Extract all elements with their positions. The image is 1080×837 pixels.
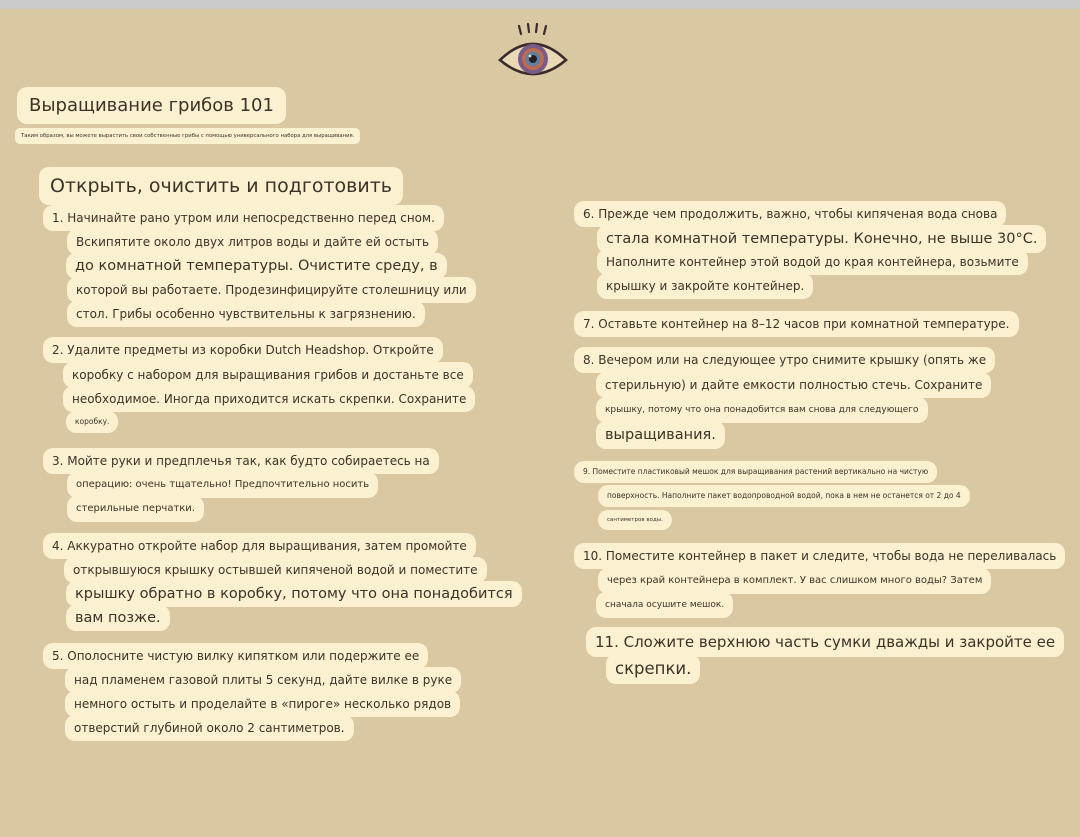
step-5-line: 5. Ополосните чистую вилку кипятком или подержите ее xyxy=(43,643,428,669)
step-3-line: операцию: очень тщательно! Предпочтительно носить xyxy=(67,472,378,498)
step-10-line: сначала осушите мешок. xyxy=(596,592,733,618)
step-3-line: стерильные перчатки. xyxy=(67,496,204,522)
step-4-line: открывшуюся крышку остывшей кипяченой водой и поместите xyxy=(64,557,487,583)
step-1-line: 1. Начинайте рано утром или непосредственно перед сном. xyxy=(43,205,444,231)
step-4-line: вам позже. xyxy=(66,605,170,631)
step-4-line: 4. Аккуратно откройте набор для выращивания, затем промойте xyxy=(43,533,476,559)
step-1-line: которой вы работаете. Продезинфицируйте столешницу или xyxy=(67,277,476,303)
step-8-line: 8. Вечером или на следующее утро снимите крышку (опять же xyxy=(574,347,995,373)
step-10-line: 10. Поместите контейнер в пакет и следите, чтобы вода не переливалась xyxy=(574,543,1065,569)
step-8-line: крышку, потому что она понадобится вам снова для следующего xyxy=(596,397,928,423)
step-6-line: крышку и закройте контейнер. xyxy=(597,273,813,299)
step-1-line: стол. Грибы особенно чувствительны к загрязнению. xyxy=(67,301,425,327)
step-6-line: стала комнатной температуры. Конечно, не выше 30°C. xyxy=(597,225,1046,253)
step-2-line: необходимое. Иногда приходится искать скрепки. Сохраните xyxy=(63,386,475,412)
step-11-line: 11. Сложите верхнюю часть сумки дважды и закройте ее xyxy=(586,627,1064,657)
step-10-line: через край контейнера в комплект. У вас слишком много воды? Затем xyxy=(598,568,991,594)
step-7-line: 7. Оставьте контейнер на 8–12 часов при комнатной температуре. xyxy=(574,311,1019,337)
step-2-line: коробку с набором для выращивания грибов и достаньте все xyxy=(63,362,473,388)
step-4-line: крышку обратно в коробку, потому что она понадобится xyxy=(66,581,522,607)
step-9-line: поверхность. Наполните пакет водопроводной водой, пока в нем не останется от 2 до 4 xyxy=(598,485,970,507)
step-8-line: стерильную) и дайте емкости полностью стечь. Сохраните xyxy=(596,372,991,398)
step-5-line: над пламенем газовой плиты 5 секунд, дайте вилке в руке xyxy=(65,667,461,693)
step-6-line: Наполните контейнер этой водой до края контейнера, возьмите xyxy=(597,249,1028,275)
section-heading: Открыть, очистить и подготовить xyxy=(39,167,403,205)
step-2-line: 2. Удалите предметы из коробки Dutch Headshop. Откройте xyxy=(43,337,443,363)
step-9-line: 9. Поместите пластиковый мешок для выращивания растений вертикально на чистую xyxy=(574,461,937,483)
eye-logo-icon xyxy=(497,22,569,82)
step-1-line: Вскипятите около двух литров воды и дайте ей остыть xyxy=(67,229,438,255)
step-8-line: выращивания. xyxy=(596,421,725,449)
page-subtitle: Таким образом, вы можете вырастить свои собственные грибы с помощью универсального набора для выращивания. xyxy=(15,128,360,144)
page-title: Выращивание грибов 101 xyxy=(17,87,286,124)
step-6-line: 6. Прежде чем продолжить, важно, чтобы кипяченая вода снова xyxy=(574,201,1006,227)
step-9-line: сантиметров воды. xyxy=(598,510,672,530)
step-5-line: отверстий глубиной около 2 сантиметров. xyxy=(65,715,354,741)
step-2-line: коробку. xyxy=(66,411,118,433)
step-1-line: до комнатной температуры. Очистите среду, в xyxy=(66,253,447,279)
step-11-line: скрепки. xyxy=(606,654,700,684)
top-strip xyxy=(0,0,1080,9)
step-3-line: 3. Мойте руки и предплечья так, как будто собираетесь на xyxy=(43,448,439,474)
step-5-line: немного остыть и проделайте в «пироге» несколько рядов xyxy=(65,691,460,717)
